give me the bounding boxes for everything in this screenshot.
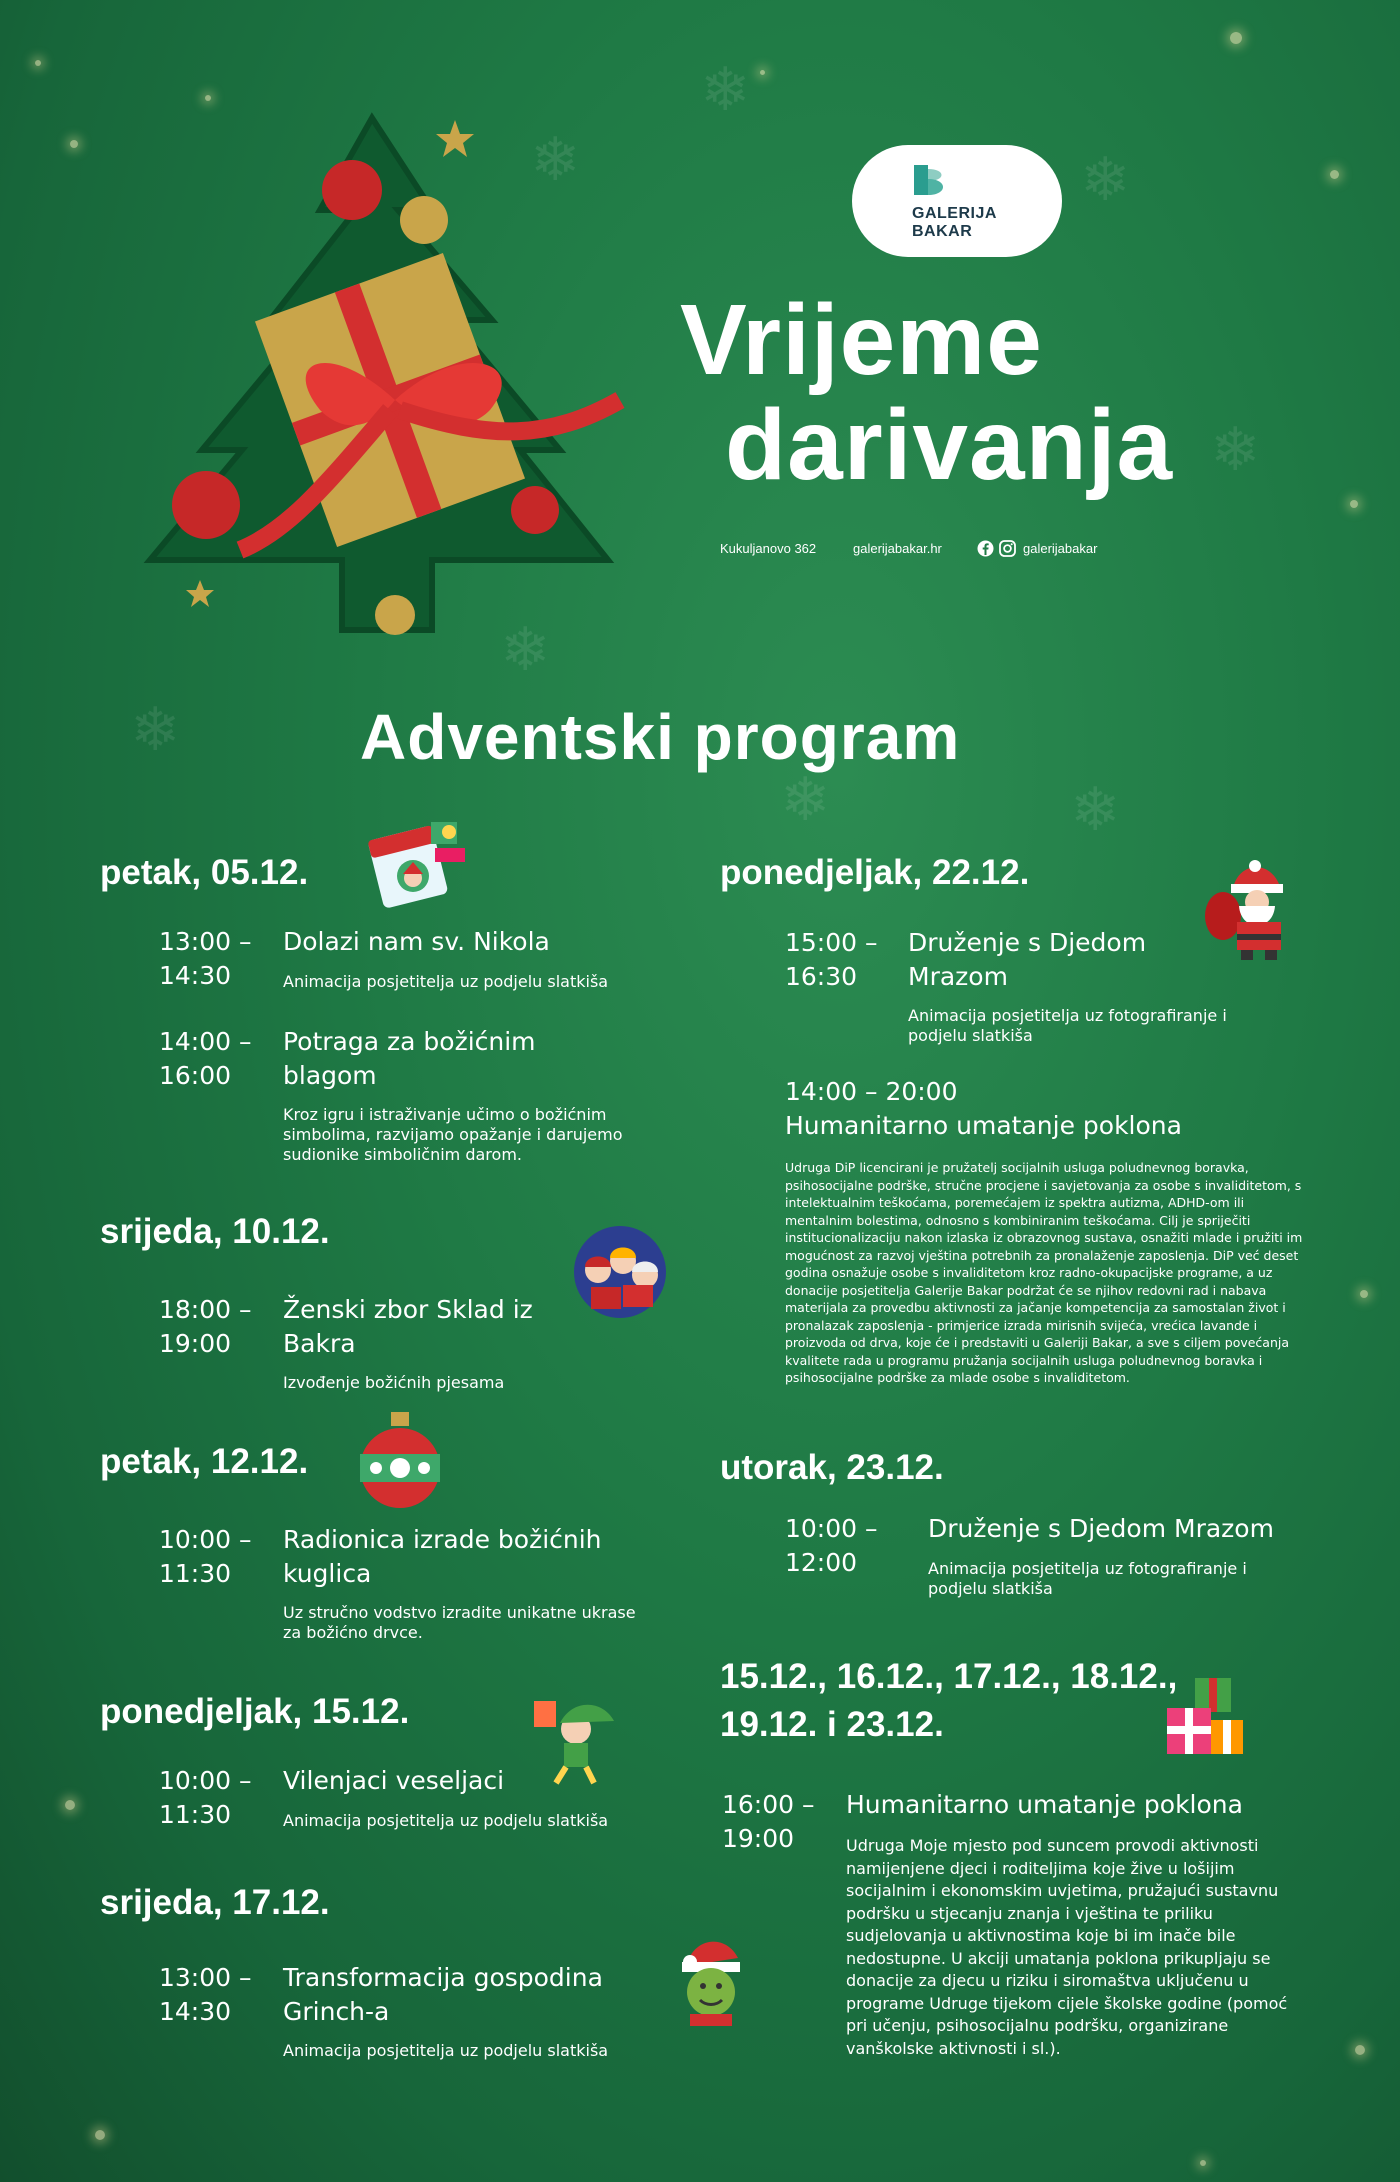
event-title: Dolazi nam sv. Nikola — [283, 927, 550, 956]
event-title: Druženje s Djedom Mrazom — [908, 928, 1147, 991]
event-time-start: 13:00 – — [159, 1963, 252, 1992]
event-time-start: 10:00 – — [785, 1514, 878, 1543]
day-heading-10-12: srijeda, 10.12. — [100, 1212, 330, 1251]
facebook-icon[interactable] — [977, 540, 994, 557]
event-time-start: 10:00 – — [159, 1766, 252, 1795]
event-description: Animacija posjetitelja uz fotografiranje i podjelu slatkiša — [908, 1006, 1227, 1045]
day-heading-17-12: srijeda, 17.12. — [100, 1883, 330, 1922]
event-title: Radionica izrade božićnih kuglica — [283, 1525, 602, 1588]
event-time-start: 18:00 – — [159, 1295, 252, 1324]
galerija-bakar-logo — [852, 145, 1062, 257]
day-heading-23-12: utorak, 23.12. — [720, 1448, 944, 1487]
day-heading-22-12: ponedjeljak, 22.12. — [720, 853, 1030, 892]
santa-claus-icon — [1203, 858, 1293, 963]
logo-text-line2: BAKAR — [912, 223, 973, 240]
event-description: Animacija posjetitelja uz podjelu slatkiša — [283, 972, 609, 991]
event-description: Uz stručno vodstvo izradite unikatne ukrase za božićno drvce. — [283, 1603, 636, 1642]
christmas-tree-gift-image — [130, 110, 660, 650]
day-heading-12-12: petak, 12.12. — [100, 1442, 309, 1481]
event-title: Vilenjaci veseljaci — [283, 1766, 505, 1795]
event-time-start: 14:00 – — [159, 1027, 252, 1056]
instagram-icon[interactable] — [999, 540, 1016, 557]
day-heading-05-12: petak, 05.12. — [100, 853, 309, 892]
event-time-end: 14:30 — [159, 961, 232, 990]
day-heading-multi-line2: 19.12. i 23.12. — [720, 1705, 944, 1744]
title-line2: darivanja — [725, 389, 1174, 501]
event-time-start: 10:00 – — [159, 1525, 252, 1554]
event-title: Potraga za božićnim blagom — [283, 1027, 536, 1090]
event-title: Humanitarno umatanje poklona — [846, 1790, 1243, 1819]
event-description: Izvođenje božićnih pjesama — [283, 1373, 505, 1392]
event-description: Animacija posjetitelja uz podjelu slatkiša — [283, 1811, 609, 1830]
day-heading-15-12: ponedjeljak, 15.12. — [100, 1692, 410, 1731]
grinch-icon — [676, 1932, 746, 2032]
event-description: Udruga DiP licencirani je pružatelj socijalnih usluga poludnevnog boravka, psihosocijalne podrške, stručne procjene i savjetovanja za osobe s invaliditetom, s intelektualnim teškoćama, poremećajem iz spektra autizma, ADHD-om ili mentalnim bolestima, odnosno s kombiniranim teškoćama. Cilj je spriječiti institucionalizaciju nakon izlaska iz obrazovnog sustava, osnažiti mlade i pružiti im mogućnost za razvoj vještina potrebnih za pronalaženje zaposlenja. DiP već deset godina osnažuje osobe s invaliditetom kroz radno-okupacijske programe, a uz donacije posjetitelja Galerije Bakar podržat će se njihov redovni rad i nabava materijala za provedbu aktivnosti za jačanje kompetencija za samostalan život i pronalazak zaposlenja - primjerice izrada mirisnih svijeća, vrećica lavande i proizvoda od drva, koje će i predstaviti u Galeriji Bakar, a sve s ciljem povećanja kvalitete rada u programu pružanja socijalnih usluga poludnevnog boravka i psihosocijalne podrške za mlade osobe s invaliditetom. — [785, 1160, 1303, 1385]
event-time-end: 19:00 — [722, 1824, 795, 1853]
day-heading-multi-line1: 15.12., 16.12., 17.12., 18.12., — [720, 1657, 1178, 1696]
event-title: Humanitarno umatanje poklona — [785, 1111, 1182, 1140]
event-time-start: 13:00 – — [159, 927, 252, 956]
event-time-end: 11:30 — [159, 1800, 232, 1829]
event-title: Transformacija gospodina Grinch-a — [283, 1963, 603, 2026]
event-description: Animacija posjetitelja uz podjelu slatkiša — [283, 2041, 609, 2060]
event-time-end: 16:00 — [159, 1061, 232, 1090]
event-description: Kroz igru i istraživanje učimo o božićnim simbolima, razvijamo opažanje i darujemo sudionike simboličnim darom. — [283, 1105, 623, 1164]
gift-boxes-icon — [1165, 1672, 1247, 1758]
event-title: Ženski zbor Sklad iz Bakra — [283, 1295, 533, 1358]
event-description: Animacija posjetitelja uz fotografiranje i podjelu slatkiša — [928, 1559, 1247, 1598]
contact-website[interactable]: galerijabakar.hr — [853, 541, 942, 556]
event-time-end: 19:00 — [159, 1329, 232, 1358]
event-time-end: 14:30 — [159, 1997, 232, 2026]
logo-mark-icon — [912, 163, 948, 197]
calendar-santa-icon — [365, 818, 470, 908]
program-heading: Adventski program — [360, 701, 961, 773]
logo-text-line1: GALERIJA — [912, 205, 997, 222]
event-time-end: 16:30 — [785, 962, 858, 991]
event-time-end: 12:00 — [785, 1548, 858, 1577]
event-title: Druženje s Djedom Mrazom — [928, 1514, 1274, 1543]
title-line1: Vrijeme — [680, 284, 1043, 396]
contact-social-handle[interactable]: galerijabakar — [1023, 541, 1098, 556]
choir-singers-icon — [573, 1225, 668, 1320]
contact-address: Kukuljanovo 362 — [720, 541, 817, 556]
event-time-start: 16:00 – — [722, 1790, 815, 1819]
poster: ❄ ❄ ❄ ❄ ❄ ❄ ❄ ❄ GALERIJA BAKAR Vrijeme darivanja Kukuljanovo 362 galerijabakar.hr galerijabakar Adventski program petak, 05.12. 13:00 – 14:30 Dolazi nam sv. Nikola Animacija posjetitelja uz podjelu slatkiša 14:00 – 16:00 Potraga za božićnim blagom Kroz igru i istraživanje učimo o božićnim simbolima, razvijamo opažanje i darujemo sudionike simboličnim darom. srijeda, 10.12. 18:00 – 19:00 Ženski zbor Sklad iz Bakra Izvođenje božićnih pjesama petak, 12.12. 10:00 – 11:30 Radionica izrade božićnih kuglica Uz stručno vodstvo izradite unikatne ukrase za božićno drvce. ponedjeljak, 15.12. 10:00 – 11:30 Vilenjaci veseljaci Animacija posjetitelja uz podjelu slatkiša srijeda, 17.12. 13:00 – 14:30 Transformacija gospodina Grinch-a Animacija posjetitelja uz podjelu slatkiša ponedjeljak, 22.12. 15:00 – 16:30 Druženje s Djedom Mrazom Animacija posjetitelja uz fotografiranje i podjelu slatkiša 14:00 – 20:00 Humanitarno umatanje poklona Udruga DiP licencirani je pružatelj socijalnih usluga poludnevnog boravka, psihosocijalne podrške, stručne procjene i savjetovanja za osobe s invaliditetom, s intelektualnim teškoćama, poremećajem iz spektra autizma, ADHD-om ili mentalnim bolestima, odnosno s kombiniranim teškoćama. Cilj je spriječiti institucionalizaciju nakon izlaska iz obrazovnog sustava, osnažiti mlade i pružiti im mogućnost za razvoj vještina potrebnih za pronalaženje zaposlenja. DiP već deset godina osnažuje osobe s invaliditetom kroz radno-okupacijske programe, a uz donacije posjetitelja Galerije Bakar podržat će se njihov redovni rad i nabava materijala za provedbu aktivnosti za jačanje kompetencija za samostalan život i pronalazak zaposlenja - primjerice izrada mirisnih svijeća, vrećica lavande i proizvoda od drva, koje će i predstaviti u Galeriji Bakar, a sve s ciljem povećanja kvalitete rada u programu pružanja socijalnih usluga poludnevnog boravka i psihosocijalne podrške za mlade osobe s invaliditetom. utorak, 23.12. 10:00 – 12:00 Druženje s Djedom Mrazom Animacija posjetitelja uz fotografiranje i podjelu slatkiša 15.12., 16.12., 17.12., 18.12., 19.12. i 23.12. 16:00 – 19:00 Humanitarno umatanje poklona Udruga Moje mjesto pod suncem provodi aktivnosti namijenjene djeci i roditeljima koje žive u lošijim socijalnim i ekonomskim uvjetima, pružajući sustavnu podršku u stjecanju znanja i vještina te priliku sudjelovanja u aktivnostima koje bi im inače bile nedostupne. U akciji umatanja poklona prikupljaju se donacije za djecu u riziku i siromaštva uključenu u programe Udruge tijekom cijele školske godine (pomoć pri učenju, psihosocijalnu podršku, organizirane vanškolske aktivnosti i sl.). — [0, 0, 1400, 2182]
event-time-end: 11:30 — [159, 1559, 232, 1588]
christmas-ornament-icon — [358, 1408, 443, 1508]
event-time-start: 15:00 – — [785, 928, 878, 957]
event-description: Udruga Moje mjesto pod suncem provodi aktivnosti namijenjene djeci i roditeljima koje žive u lošijim socijalnim i ekonomskim uvjetima, pružajući sustavnu podršku u stjecanju znanja i vještina te priliku sudjelovanja u aktivnostima koje bi im inače bile nedostupne. U akciji umatanja poklona prikupljaju se donacije za djecu u riziku i siromaštva uključenu u programe Udruge tijekom cijele školske godine (pomoć pri učenju, psihosocijalnu podršku, organizirane vanškolske aktivnosti i sl.). — [846, 1836, 1288, 2058]
event-time-range: 14:00 – 20:00 — [785, 1077, 958, 1106]
